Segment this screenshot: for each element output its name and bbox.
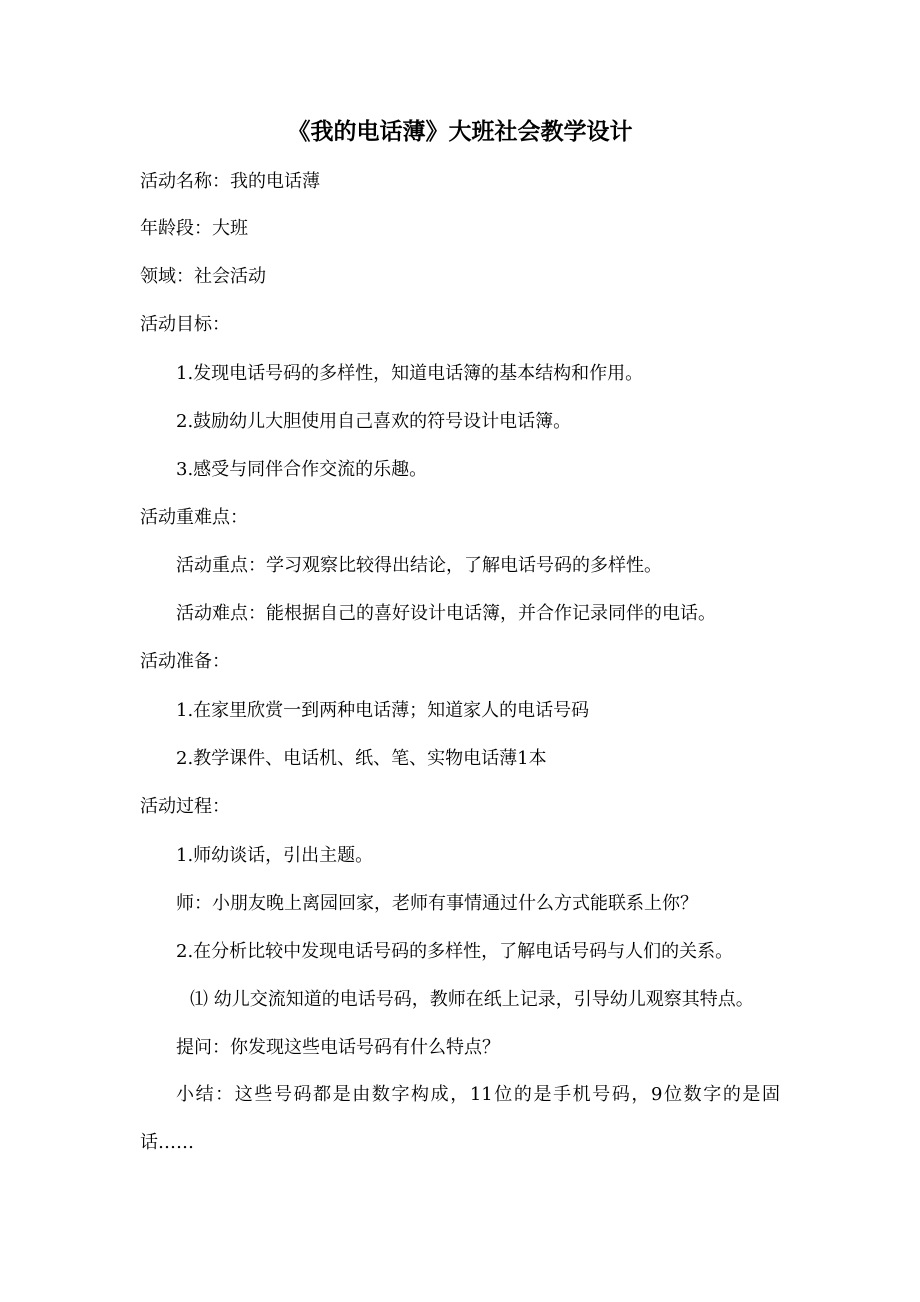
age-group: 年龄段：大班 bbox=[140, 218, 248, 239]
process-item: ⑴ 幼儿交流知道的电话号码，教师在纸上记录，引导幼儿观察其特点。 bbox=[190, 989, 754, 1010]
process-item: 1.师幼谈话，引出主题。 bbox=[176, 845, 374, 866]
process-item: 提问：你发现这些电话号码有什么特点？ bbox=[176, 1037, 500, 1058]
key-point: 活动重点：学习观察比较得出结论，了解电话号码的多样性。 bbox=[176, 555, 662, 576]
goals-heading: 活动目标： bbox=[140, 314, 230, 335]
process-heading: 活动过程： bbox=[140, 796, 230, 817]
difficult-point: 活动难点：能根据自己的喜好设计电话簿，并合作记录同伴的电话。 bbox=[176, 603, 716, 624]
activity-name: 活动名称：我的电话薄 bbox=[140, 171, 320, 192]
process-item: 2.在分析比较中发现电话号码的多样性，了解电话号码与人们的关系。 bbox=[176, 941, 734, 962]
prep-item: 1.在家里欣赏一到两种电话薄；知道家人的电话号码 bbox=[176, 700, 590, 721]
field: 领域：社会活动 bbox=[140, 266, 266, 287]
prep-item: 2.教学课件、电话机、纸、笔、实物电话薄1本 bbox=[176, 748, 547, 769]
summary-paragraph: 小结：这些号码都是由数字构成，11位的是手机号码，9位数字的是固话…… bbox=[140, 1084, 780, 1153]
key-points-heading: 活动重难点： bbox=[140, 507, 248, 528]
document-title: 《我的电话薄》大班社会教学设计 bbox=[287, 119, 633, 145]
goal-item: 1.发现电话号码的多样性，知道电话簿的基本结构和作用。 bbox=[176, 363, 644, 384]
goal-item: 2.鼓励幼儿大胆使用自己喜欢的符号设计电话簿。 bbox=[176, 411, 572, 432]
goal-item: 3.感受与同伴合作交流的乐趣。 bbox=[176, 459, 428, 480]
process-item: 师：小朋友晚上离园回家，老师有事情通过什么方式能联系上你？ bbox=[176, 893, 698, 914]
prep-heading: 活动准备： bbox=[140, 651, 230, 672]
